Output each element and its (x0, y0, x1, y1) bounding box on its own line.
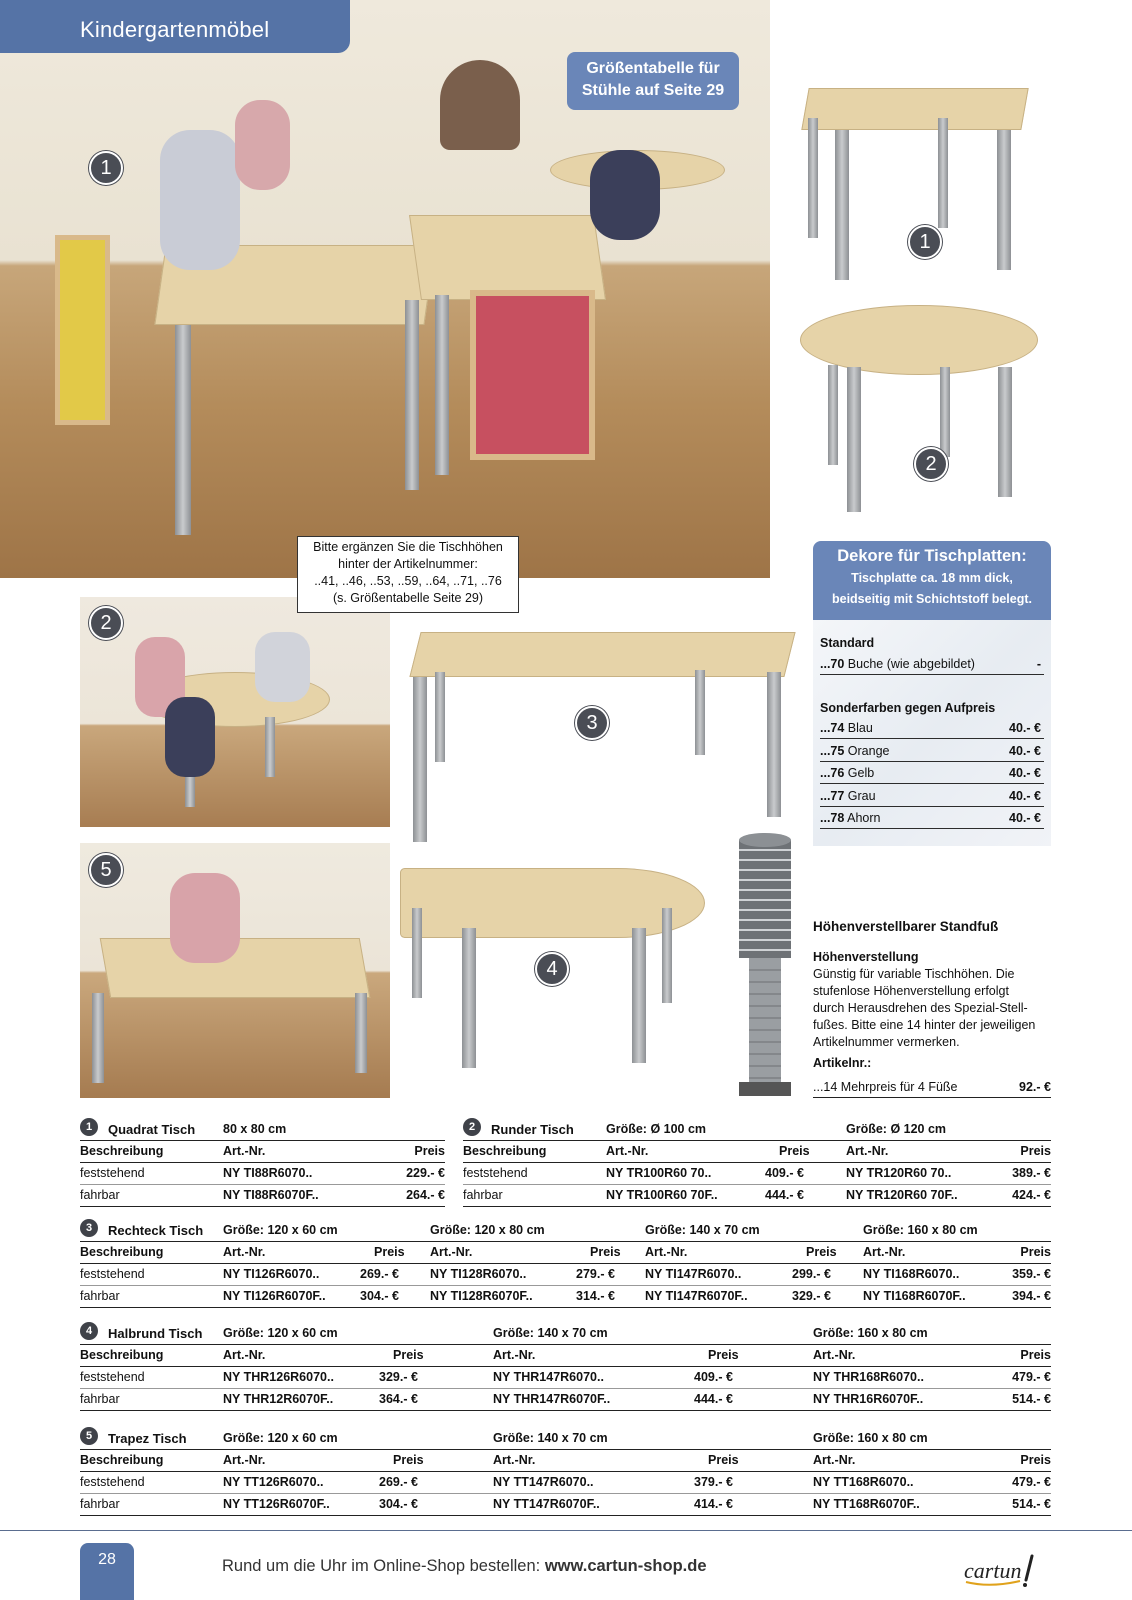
art-number: NY TT126R6070F.. (223, 1497, 330, 1511)
size-table-callout (567, 52, 739, 110)
col-header-artnr: Art.-Nr. (493, 1348, 536, 1362)
art-number: NY TI88R6070.. (223, 1166, 313, 1180)
art-number: NY TR100R60 70.. (606, 1166, 712, 1180)
leg (808, 118, 818, 238)
price: 444.- € (694, 1392, 733, 1406)
art-number: NY THR12R6070F.. (223, 1392, 334, 1406)
table-size: Größe: 140 x 70 cm (645, 1223, 760, 1237)
leg (835, 130, 849, 280)
col-header-artnr: Art.-Nr. (430, 1245, 473, 1259)
badge-4: 4 (535, 952, 569, 986)
dekore-price: 40.- € (1009, 721, 1041, 735)
price: 264.- € (406, 1188, 445, 1202)
table-title: Runder Tisch (491, 1122, 574, 1137)
col-header-artnr: Art.-Nr. (493, 1453, 536, 1467)
leg (435, 672, 445, 762)
price: 514.- € (1012, 1497, 1051, 1511)
art-number: NY TR100R60 70F.. (606, 1188, 718, 1202)
table-badge-2: 2 (463, 1118, 481, 1136)
price-table-quadrat (80, 1118, 445, 1210)
dekore-row (820, 807, 1044, 829)
price: 364.- € (379, 1392, 418, 1406)
art-number: NY TI126R6070F.. (223, 1289, 326, 1303)
badge-2: 2 (89, 606, 123, 640)
art-number: NY TT168R6070.. (813, 1475, 914, 1489)
price: 409.- € (765, 1166, 804, 1180)
photo-person-teacher (440, 60, 520, 150)
leg (632, 928, 646, 1063)
adjustable-foot-description (813, 918, 1053, 1072)
table-size: 80 x 80 cm (223, 1122, 287, 1136)
table-badge-1: 1 (80, 1118, 98, 1136)
leg (767, 672, 781, 817)
adjustable-foot-art: ...14 Mehrpreis für 4 Füße (813, 1080, 958, 1094)
dekore-name: Buche (wie abgebildet) (844, 657, 975, 671)
art-number: NY TT147R6070.. (493, 1475, 594, 1489)
price-table-halbrund (80, 1322, 1051, 1414)
adjustable-foot-line: stufenlose Höhenverstellung erfolgt (813, 984, 1009, 998)
rule (80, 1263, 1051, 1264)
dekore-row (820, 717, 1044, 739)
rule (80, 1493, 1051, 1494)
badge-2b: 2 (914, 447, 948, 481)
section-title: Kindergartenmöbel (80, 17, 270, 42)
art-number: NY THR147R6070F.. (493, 1392, 611, 1406)
table-size: Größe: 140 x 70 cm (493, 1326, 608, 1340)
art-number: NY TT168R6070F.. (813, 1497, 920, 1511)
col-header-beschreibung: Beschreibung (80, 1144, 164, 1158)
col-header-preis: Preis (806, 1245, 837, 1259)
table-title: Quadrat Tisch (108, 1122, 196, 1137)
leg (695, 670, 705, 755)
price-table-rechteck (80, 1219, 1051, 1311)
col-header-preis: Preis (393, 1348, 424, 1362)
art-number: NY TI126R6070.. (223, 1267, 320, 1281)
children-round-table-photo (80, 597, 390, 827)
price: 389.- € (1012, 1166, 1051, 1180)
row-label-feststehend: feststehend (80, 1166, 145, 1180)
art-number: NY TR120R60 70.. (846, 1166, 952, 1180)
leg (997, 130, 1011, 270)
rule (80, 1471, 1051, 1472)
photo-table-right (409, 215, 606, 300)
table-size: Größe: 120 x 80 cm (430, 1223, 545, 1237)
art-number: NY TI168R6070.. (863, 1267, 960, 1281)
rule (80, 1344, 1051, 1345)
art-number: NY TI168R6070F.. (863, 1289, 966, 1303)
footer-text: Rund um die Uhr im Online-Shop bestellen: (222, 1557, 545, 1575)
price: 414.- € (694, 1497, 733, 1511)
col-header-preis: Preis (374, 1245, 405, 1259)
dekore-subtitle-1: Tischplatte ca. 18 mm dick, (851, 571, 1013, 585)
rule (463, 1206, 1051, 1207)
photo-table-leg (405, 300, 419, 490)
dekore-standard-title: Standard (820, 636, 875, 650)
adjustable-foot-art-label: Artikelnr.: (813, 1056, 872, 1070)
adjustable-foot-line: Artikelnummer vermerken. (813, 1035, 960, 1049)
adjustable-foot-image (735, 830, 795, 1098)
dekore-name: Ahorn (844, 811, 881, 825)
art-number: NY TT147R6070F.. (493, 1497, 600, 1511)
dekore-price: - (1036, 657, 1041, 671)
price: 269.- € (360, 1267, 399, 1281)
photo-toddler (165, 697, 215, 777)
col-header-preis: Preis (393, 1453, 424, 1467)
adjustable-foot-line: durch Herausdrehen des Spezial-Stell- (813, 1001, 1028, 1015)
col-header-beschreibung: Beschreibung (463, 1144, 547, 1158)
leg (413, 677, 427, 842)
col-header-preis: Preis (590, 1245, 621, 1259)
row-label-feststehend: feststehend (463, 1166, 528, 1180)
adjustable-foot-subtitle: Höhenverstellung (813, 950, 919, 964)
art-number: NY TR120R60 70F.. (846, 1188, 958, 1202)
photo-girl-drawing (170, 873, 240, 963)
col-header-preis: Preis (1020, 1245, 1051, 1259)
col-header-artnr: Art.-Nr. (813, 1348, 856, 1362)
col-header-preis: Preis (414, 1144, 445, 1158)
dekore-name: Gelb (844, 766, 875, 780)
row-label-feststehend: feststehend (80, 1475, 145, 1489)
price: 379.- € (694, 1475, 733, 1489)
col-header-artnr: Art.-Nr. (606, 1144, 649, 1158)
col-header-artnr: Art.-Nr. (645, 1245, 688, 1259)
height-note (297, 536, 519, 613)
rule (80, 1162, 445, 1163)
col-header-artnr: Art.-Nr. (863, 1245, 906, 1259)
price: 444.- € (765, 1188, 804, 1202)
col-header-beschreibung: Beschreibung (80, 1348, 164, 1362)
rule (80, 1515, 1051, 1516)
table-size: Größe: Ø 120 cm (846, 1122, 947, 1136)
price: 514.- € (1012, 1392, 1051, 1406)
dekore-row (820, 785, 1044, 807)
table-size: Größe: 120 x 60 cm (223, 1326, 338, 1340)
price-table-rund (463, 1118, 1051, 1210)
photo-person-boy (160, 130, 240, 270)
rule (463, 1140, 1051, 1141)
price: 359.- € (1012, 1267, 1051, 1281)
art-number: NY THR126R6070.. (223, 1370, 334, 1384)
leg (355, 993, 367, 1073)
photo-red-chair (470, 290, 595, 460)
price: 329.- € (379, 1370, 418, 1384)
col-header-preis: Preis (708, 1453, 739, 1467)
photo-table-leg (175, 325, 191, 535)
rule (80, 1307, 1051, 1308)
leg (462, 928, 476, 1068)
col-header-beschreibung: Beschreibung (80, 1453, 164, 1467)
dekore-price: 40.- € (1009, 811, 1041, 825)
dekore-price: 40.- € (1009, 744, 1041, 758)
dekore-code: ...70 (820, 657, 845, 671)
price: 299.- € (792, 1267, 831, 1281)
row-label-feststehend: feststehend (80, 1370, 145, 1384)
product-image-round-table (800, 305, 1040, 515)
page-number: 28 (80, 1543, 134, 1600)
price: 269.- € (379, 1475, 418, 1489)
dekore-sonder-title: Sonderfarben gegen Aufpreis (820, 701, 996, 715)
table-title: Rechteck Tisch (108, 1223, 204, 1238)
leg (662, 908, 672, 1003)
square-table-top (801, 88, 1028, 130)
dekore-code: ...74 (820, 721, 845, 735)
art-number: NY THR147R6070.. (493, 1370, 604, 1384)
dekore-header (813, 541, 1051, 620)
callout-line-2: Stühle auf Seite 29 (581, 82, 725, 99)
adjustable-foot-line: fußes. Bitte eine 14 hinter der jeweiligen (813, 1018, 1036, 1032)
note-line-2: hinter der Artikelnummer: (338, 557, 478, 571)
leg (265, 717, 275, 777)
section-header (0, 0, 350, 53)
art-number: NY TI88R6070F.. (223, 1188, 319, 1202)
photo-boy (255, 632, 310, 702)
dekore-list (813, 620, 1051, 846)
col-header-preis: Preis (1020, 1144, 1051, 1158)
photo-yellow-chair (55, 235, 110, 425)
price: 409.- € (694, 1370, 733, 1384)
badge-5: 5 (89, 853, 123, 887)
note-line-4: (s. Größentabelle Seite 29) (332, 591, 484, 605)
photo-person-girl (235, 100, 290, 190)
art-number: NY TT126R6070.. (223, 1475, 324, 1489)
rule (80, 1410, 1051, 1411)
note-line-1: Bitte ergänzen Sie die Tischhöhen (313, 540, 503, 554)
logo-text: cartun (964, 1558, 1022, 1583)
leg (847, 367, 861, 512)
price: 279.- € (576, 1267, 615, 1281)
rule (80, 1366, 1051, 1367)
dekore-code: ...75 (820, 744, 845, 758)
rule (463, 1162, 1051, 1163)
table-size: Größe: 140 x 70 cm (493, 1431, 608, 1445)
table-badge-3: 3 (80, 1219, 98, 1237)
price: 314.- € (576, 1289, 615, 1303)
art-number: NY TI147R6070.. (645, 1267, 742, 1281)
table-badge-4: 4 (80, 1322, 98, 1340)
art-number: NY TI147R6070F.. (645, 1289, 748, 1303)
rule (80, 1449, 1051, 1450)
art-number: NY TI128R6070.. (430, 1267, 527, 1281)
price: 304.- € (379, 1497, 418, 1511)
rule (80, 1140, 445, 1141)
price: 304.- € (360, 1289, 399, 1303)
footer-shop-text (222, 1557, 707, 1576)
col-header-artnr: Art.-Nr. (813, 1453, 856, 1467)
row-label-feststehend: feststehend (80, 1267, 145, 1281)
price: 229.- € (406, 1166, 445, 1180)
dekore-name: Orange (844, 744, 890, 758)
table-size: Größe: 160 x 80 cm (863, 1223, 978, 1237)
photo-table-leg (435, 295, 449, 475)
col-header-artnr: Art.-Nr. (223, 1453, 266, 1467)
price: 394.- € (1012, 1289, 1051, 1303)
rule (463, 1184, 1051, 1185)
dekore-code: ...76 (820, 766, 845, 780)
row-label-fahrbar: fahrbar (80, 1392, 120, 1406)
shop-url-link[interactable]: www.cartun-shop.de (544, 1557, 707, 1575)
dekore-code: ...77 (820, 789, 845, 803)
dekore-name: Grau (844, 789, 876, 803)
price-table-trapez (80, 1427, 1051, 1519)
art-number: NY THR168R6070.. (813, 1370, 924, 1384)
leg (828, 365, 838, 465)
col-header-preis: Preis (708, 1348, 739, 1362)
dekore-price: 40.- € (1009, 766, 1041, 780)
badge-1b: 1 (908, 225, 942, 259)
table-size: Größe: 120 x 60 cm (223, 1431, 338, 1445)
product-image-rectangle-table (405, 632, 795, 847)
col-header-beschreibung: Beschreibung (80, 1245, 164, 1259)
dekore-title: Dekore für Tischplatten: (837, 547, 1027, 565)
dekore-row (820, 762, 1044, 784)
leg (940, 367, 950, 457)
cartun-logo (960, 1550, 1050, 1590)
adjustable-foot-title: Höhenverstellbarer Standfuß (813, 919, 999, 934)
halfround-table-top (400, 868, 705, 938)
table-title: Trapez Tisch (108, 1431, 187, 1446)
note-line-3: ..41, ..46, ..53, ..59, ..64, ..71, ..76 (314, 574, 502, 588)
row-label-fahrbar: fahrbar (80, 1289, 120, 1303)
dekore-name: Blau (844, 721, 873, 735)
dekore-price: 40.- € (1009, 789, 1041, 803)
row-label-fahrbar: fahrbar (80, 1188, 120, 1202)
leg (412, 908, 422, 998)
col-header-preis: Preis (1020, 1453, 1051, 1467)
price: 424.- € (1012, 1188, 1051, 1202)
rule (80, 1184, 445, 1185)
callout-line-1: Größentabelle für (586, 60, 720, 77)
badge-3: 3 (575, 706, 609, 740)
table-badge-5: 5 (80, 1427, 98, 1445)
table-size: Größe: 160 x 80 cm (813, 1431, 928, 1445)
rectangle-table-top (409, 632, 795, 677)
leg (998, 367, 1012, 497)
row-label-fahrbar: fahrbar (80, 1497, 120, 1511)
art-number: NY TI128R6070F.. (430, 1289, 533, 1303)
price: 329.- € (792, 1289, 831, 1303)
col-header-artnr: Art.-Nr. (846, 1144, 889, 1158)
rule (80, 1285, 1051, 1286)
col-header-artnr: Art.-Nr. (223, 1144, 266, 1158)
table-size: Größe: 160 x 80 cm (813, 1326, 928, 1340)
adjustable-foot-price: 92.- € (1019, 1080, 1051, 1094)
rule (80, 1206, 445, 1207)
table-size: Größe: Ø 100 cm (606, 1122, 707, 1136)
rule (80, 1241, 1051, 1242)
table-title: Halbrund Tisch (108, 1326, 203, 1341)
table-size: Größe: 120 x 60 cm (223, 1223, 338, 1237)
col-header-preis: Preis (779, 1144, 810, 1158)
photo-person-child (590, 150, 660, 240)
row-label-fahrbar: fahrbar (463, 1188, 503, 1202)
adjustable-foot-line: Günstig für variable Tischhöhen. Die (813, 967, 1015, 981)
dekore-row (820, 740, 1044, 762)
col-header-artnr: Art.-Nr. (223, 1348, 266, 1362)
col-header-artnr: Art.-Nr. (223, 1245, 266, 1259)
adjustable-foot-price-row (813, 1080, 1051, 1098)
badge-1: 1 (89, 151, 123, 185)
child-trapez-table-photo (80, 843, 390, 1098)
leg (938, 118, 948, 228)
dekore-row-standard (820, 653, 1044, 675)
rule (80, 1388, 1051, 1389)
leg (92, 993, 104, 1083)
dekore-subtitle-2: beidseitig mit Schichtstoff belegt. (831, 592, 1033, 606)
art-number: NY THR16R6070F.. (813, 1392, 924, 1406)
dekore-code: ...78 (820, 811, 845, 825)
price: 479.- € (1012, 1370, 1051, 1384)
price: 479.- € (1012, 1475, 1051, 1489)
col-header-preis: Preis (1020, 1348, 1051, 1362)
footer-divider (0, 1530, 1132, 1531)
